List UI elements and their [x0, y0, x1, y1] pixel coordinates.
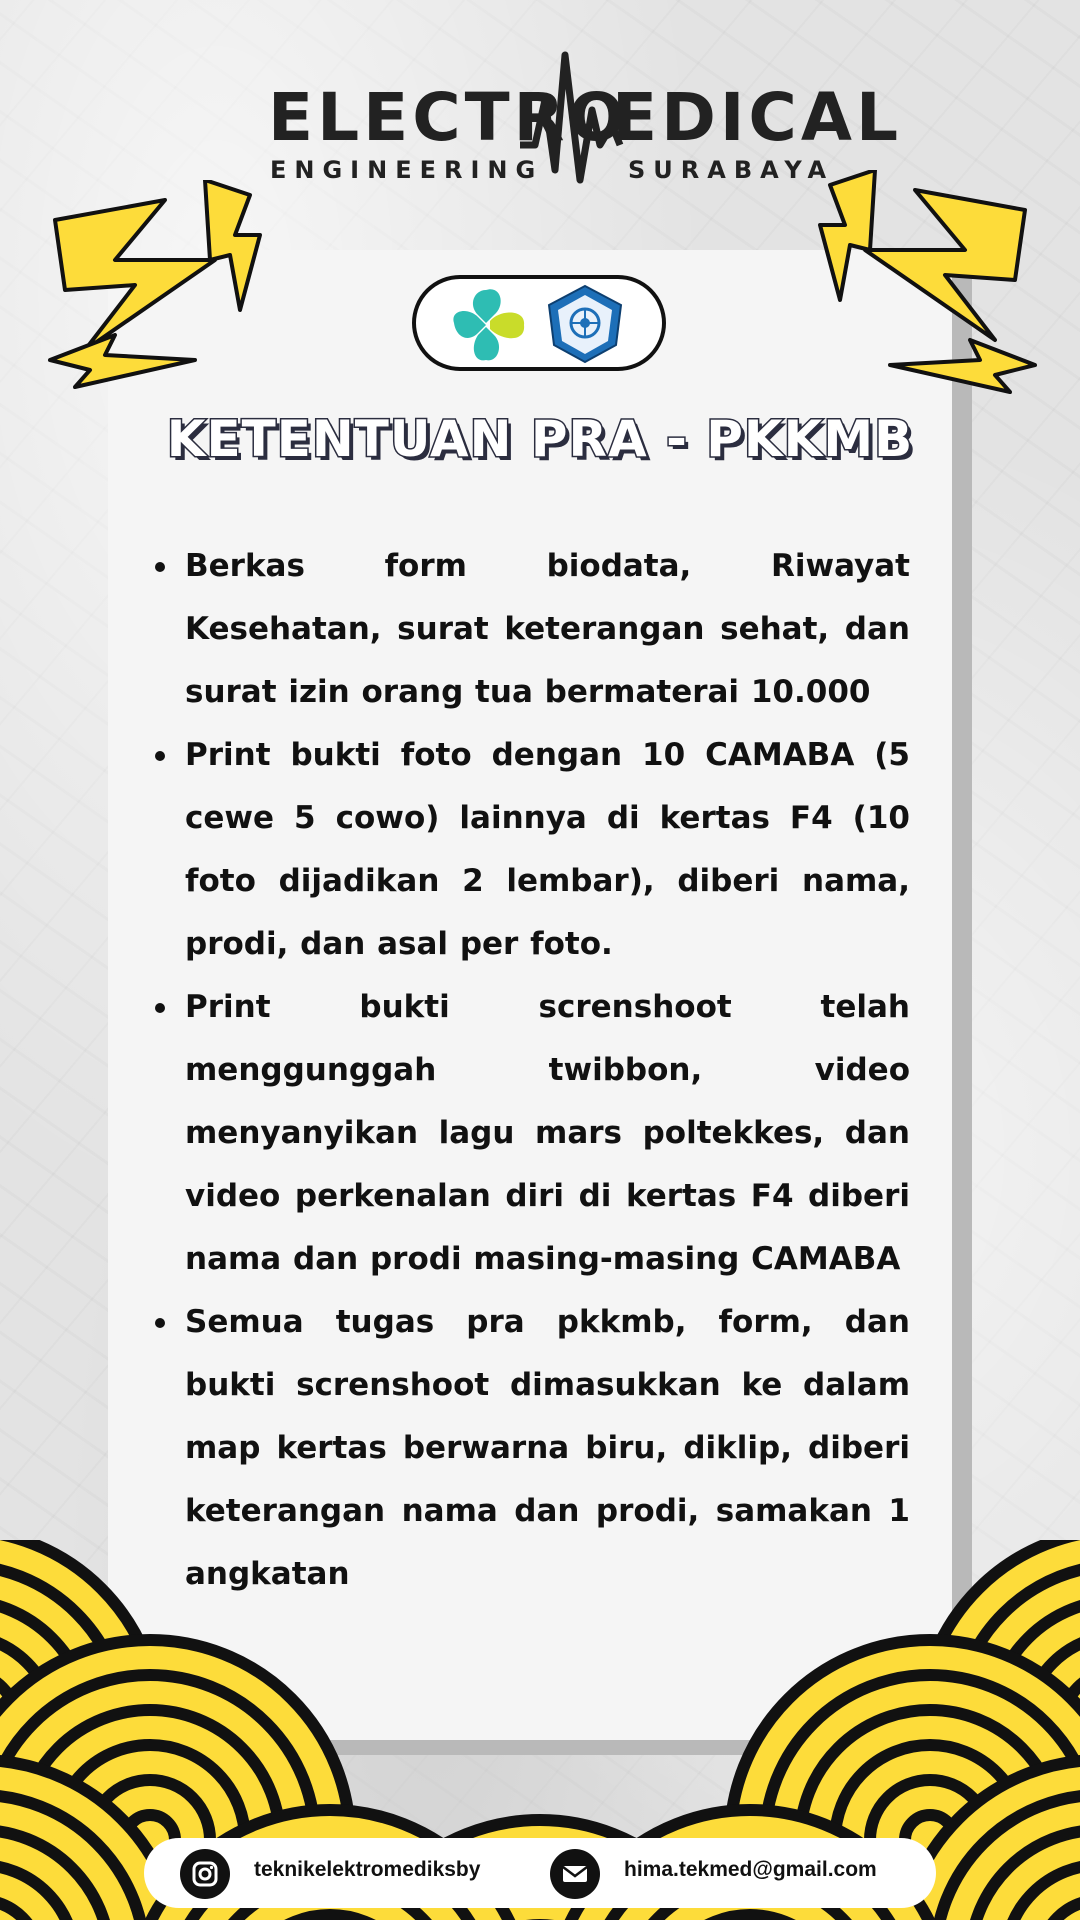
instagram-icon[interactable]	[180, 1849, 230, 1899]
hima-emblem-icon	[544, 283, 626, 365]
lightning-bolt-small-icon	[880, 330, 1040, 400]
mail-icon[interactable]	[550, 1849, 600, 1899]
logo-text-left: ELECTRO	[268, 79, 629, 156]
lightning-bolt-small-icon	[45, 325, 205, 395]
logo-sub-right: SURABAYA	[628, 156, 835, 184]
instagram-handle[interactable]: teknikelektromediksby	[254, 1858, 481, 1881]
logo-sub-left: ENGINEERING	[270, 156, 544, 184]
page-title: KETENTUAN PRA - PKKMB	[166, 410, 914, 468]
rule-item: Print bukti screnshoot telah menggunggah twibbon, video menyanyikan lagu mars poltekkes, dan video perkenalan diri di kertas F4 diberi nama dan prodi masing-masing CAMABA	[185, 976, 910, 1291]
contact-footer	[144, 1838, 936, 1908]
institution-logos	[412, 275, 666, 371]
rule-item: Print bukti foto dengan 10 CAMABA (5 cewe 5 cowo) lainnya di kertas F4 (10 foto dijadikan 2 lembar), diberi nama, prodi, dan asal per foto.	[185, 724, 910, 976]
email-address[interactable]: hima.tekmed@gmail.com	[624, 1858, 877, 1881]
kemenkes-logo-icon	[446, 285, 530, 365]
logo-text-right: EDICAL	[612, 79, 902, 156]
rule-item: Berkas form biodata, Riwayat Kesehatan, surat keterangan sehat, dan surat izin orang tua bermaterai 10.000	[185, 535, 910, 724]
rule-item: Semua tugas pra pkkmb, form, dan bukti screnshoot dimasukkan ke dalam map kertas berwarna biru, diklip, diberi keterangan nama dan prodi, samakan 1 angkatan	[185, 1291, 910, 1606]
rules-list	[150, 535, 910, 1606]
